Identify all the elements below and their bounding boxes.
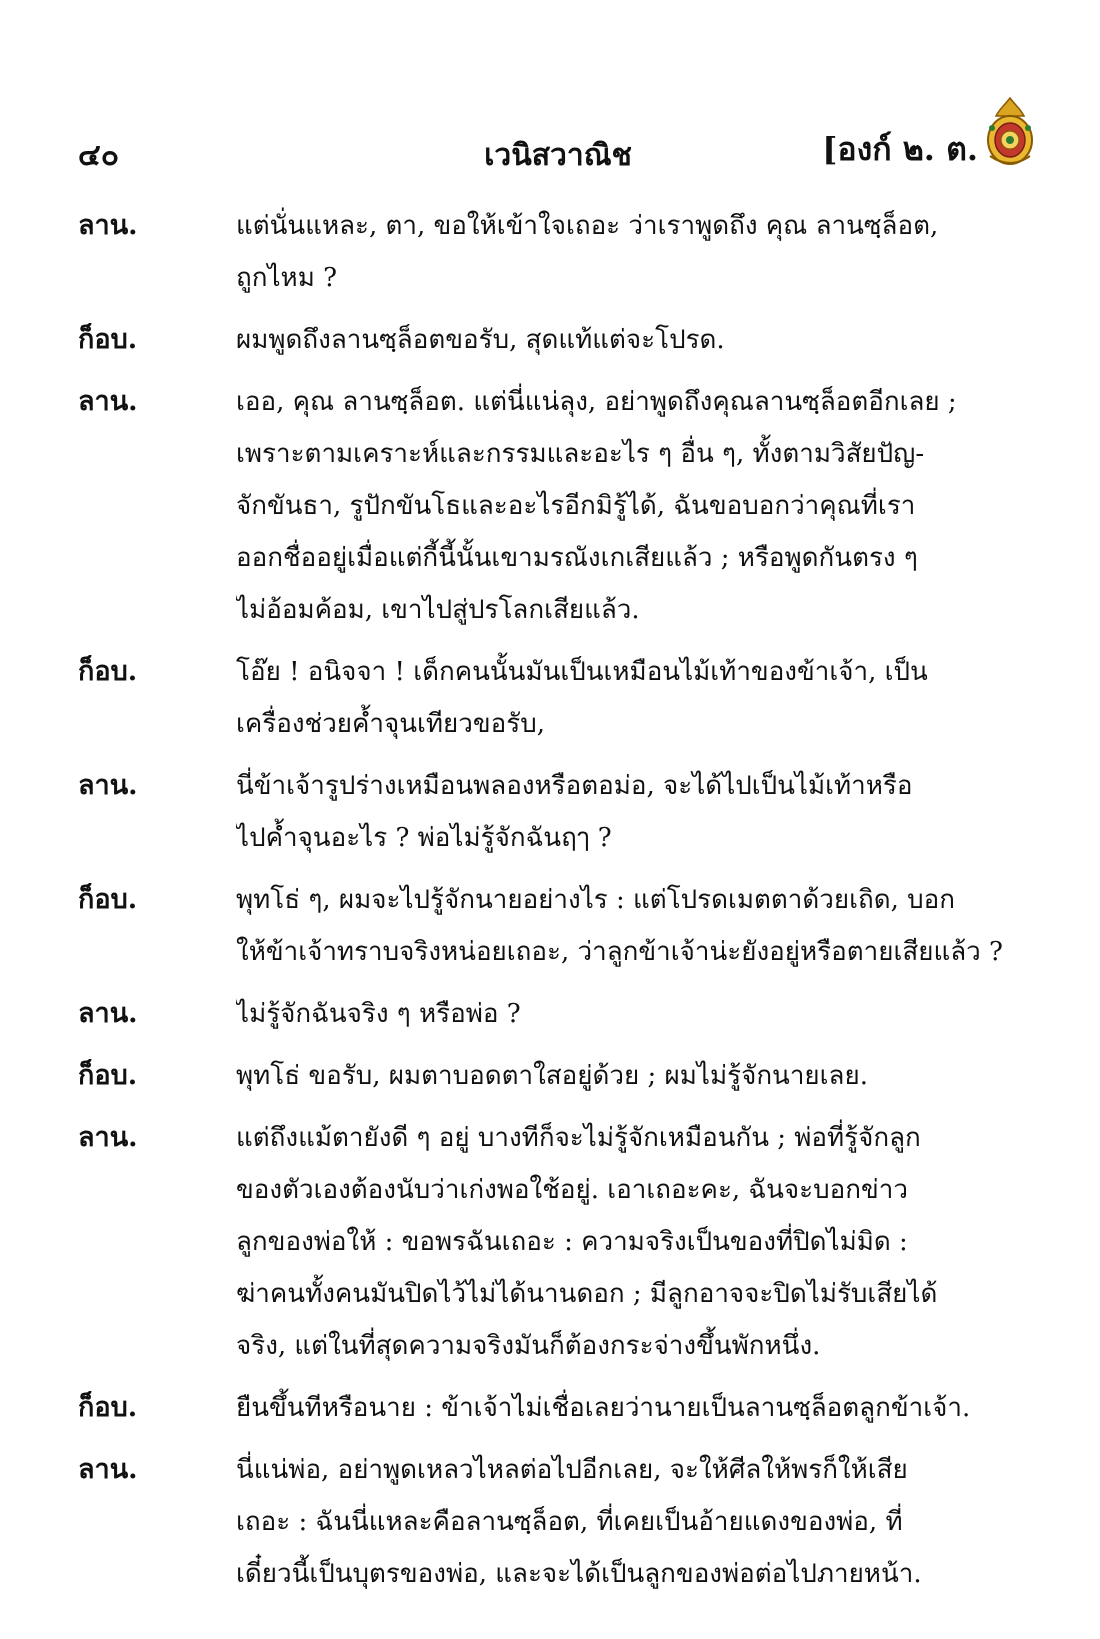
speaker-label: ลาน. bbox=[78, 210, 138, 241]
speech-line: ลูกของพ่อให้ : ขอพรฉันเถอะ : ความจริงเป็นของที่ปิดไม่มิด : bbox=[236, 1227, 908, 1257]
speech-line: ออกชื่ออยู่เมื่อแต่กี้นี้นั้นเขามรณังเกเสียแล้ว ; หรือพูดกันตรง ๆ bbox=[236, 543, 918, 573]
dialogue-entry bbox=[78, 874, 1038, 978]
speech-text bbox=[236, 1112, 1038, 1372]
speech-text bbox=[236, 988, 1038, 1040]
speech-line: แต่นั่นแหละ, ตา, ขอให้เข้าใจเถอะ ว่าเราพูดถึง คุณ ลานซฺล็อต, bbox=[236, 211, 939, 241]
speech-text bbox=[236, 1382, 1038, 1434]
speech-line: ไม่อ้อมค้อม, เขาไปสู่ปรโลกเสียแล้ว. bbox=[236, 595, 640, 625]
running-title: เวนิสวาณิช bbox=[484, 138, 632, 173]
dialogue-entry bbox=[78, 646, 1038, 750]
speech-line: พุทโธ่ ๆ, ผมจะไปรู้จักนายอย่างไร : แต่โปรดเมตตาด้วยเถิด, บอก bbox=[236, 885, 956, 915]
speech-line: เครื่องช่วยค้ำจุนเทียวขอรับ, bbox=[236, 709, 546, 739]
page-number: ๔๐ bbox=[78, 138, 120, 173]
speech-line: เดี๋ยวนี้เป็นบุตรของพ่อ, และจะได้เป็นลูกของพ่อต่อไปภายหน้า. bbox=[236, 1559, 922, 1589]
emblem-logo-icon bbox=[982, 96, 1038, 168]
dialogue-entry bbox=[78, 314, 1038, 366]
speaker-label: ลาน. bbox=[78, 770, 138, 801]
speaker-label: ก็อบ. bbox=[78, 656, 138, 687]
speaker-label: ก็อบ. bbox=[78, 324, 138, 355]
speech-line: นี่ข้าเจ้ารูปร่างเหมือนพลองหรือตอม่อ, จะได้ไปเป็นไม้เท้าหรือ bbox=[236, 771, 913, 801]
speech-line: ให้ข้าเจ้าทราบจริงหน่อยเถอะ, ว่าลูกข้าเจ้าน่ะยังอยู่หรือตายเสียแล้ว ? bbox=[236, 937, 1003, 967]
speaker-label: ลาน. bbox=[78, 1454, 138, 1485]
speaker-label: ก็อบ. bbox=[78, 884, 138, 915]
speech-text bbox=[236, 314, 1038, 366]
speech-line: นี่แน่พ่อ, อย่าพูดเหลวไหลต่อไปอีกเลย, จะให้ศีลให้พรก็ให้เสีย bbox=[236, 1455, 908, 1485]
dialogue-body bbox=[78, 200, 1038, 1610]
speech-text bbox=[236, 376, 1038, 636]
dialogue-entry bbox=[78, 1444, 1038, 1600]
speech-line: ยืนขึ้นทีหรือนาย : ข้าเจ้าไม่เชื่อเลยว่านายเป็นลานซฺล็อตลูกข้าเจ้า. bbox=[236, 1393, 971, 1423]
dialogue-entry bbox=[78, 200, 1038, 304]
speech-line: เออ, คุณ ลานซฺล็อต. แต่นี่แน่ลุง, อย่าพูดถึงคุณลานซฺล็อตอีกเลย ; bbox=[236, 387, 957, 417]
section-marker: [องก์ ๒. ต. bbox=[822, 130, 978, 168]
speech-line: ของตัวเองต้องนับว่าเก่งพอใช้อยู่. เอาเถอะคะ, ฉันจะบอกข่าว bbox=[236, 1175, 908, 1205]
speaker-label: ก็อบ. bbox=[78, 1392, 138, 1423]
speaker-label: ลาน. bbox=[78, 998, 138, 1029]
speech-line: จักขันธา, รูปักขันโธและอะไรอีกมิรู้ได้, ฉันขอบอกว่าคุณที่เรา bbox=[236, 491, 916, 521]
speech-text bbox=[236, 1050, 1038, 1102]
speech-line: พุทโธ่ ขอรับ, ผมตาบอดตาใสอยู่ด้วย ; ผมไม่รู้จักนายเลย. bbox=[236, 1061, 868, 1091]
speech-line: ถูกไหม ? bbox=[236, 263, 338, 293]
speech-line: แต่ถึงแม้ตายังดี ๆ อยู่ บางทีก็จะไม่รู้จักเหมือนกัน ; พ่อที่รู้จักลูก bbox=[236, 1123, 921, 1153]
speech-line: จริง, แต่ในที่สุดความจริงมันก็ต้องกระจ่างขึ้นพักหนึ่ง. bbox=[236, 1331, 821, 1361]
dialogue-entry bbox=[78, 376, 1038, 636]
page-header bbox=[78, 110, 1038, 180]
speech-line: เพราะตามเคราะห์และกรรมและอะไร ๆ อื่น ๆ, ทั้งตามวิสัยปัญ- bbox=[236, 439, 925, 469]
speech-text bbox=[236, 200, 1038, 304]
speech-text bbox=[236, 646, 1038, 750]
speech-line: ฆ่าคนทั้งคนมันปิดไว้ไม่ได้นานดอก ; มีลูกอาจจะปิดไม่รับเสียได้ bbox=[236, 1279, 938, 1309]
speech-line: ผมพูดถึงลานซฺล็อตขอรับ, สุดแท้แต่จะโปรด. bbox=[236, 325, 725, 355]
speech-text bbox=[236, 874, 1038, 978]
dialogue-entry bbox=[78, 1050, 1038, 1102]
dialogue-entry bbox=[78, 760, 1038, 864]
dialogue-entry bbox=[78, 1112, 1038, 1372]
speaker-label: ลาน. bbox=[78, 1122, 138, 1153]
speaker-label: ก็อบ. bbox=[78, 1060, 138, 1091]
dialogue-entry bbox=[78, 988, 1038, 1040]
dialogue-entry bbox=[78, 1382, 1038, 1434]
speech-line: เถอะ : ฉันนี่แหละคือลานซฺล็อต, ที่เคยเป็นอ้ายแดงของพ่อ, ที่ bbox=[236, 1507, 903, 1537]
speech-line: ไปค้ำจุนอะไร ? พ่อไม่รู้จักฉันฤๅ ? bbox=[236, 823, 612, 853]
speech-line: ไม่รู้จักฉันจริง ๆ หรือพ่อ ? bbox=[236, 999, 521, 1029]
speech-text bbox=[236, 760, 1038, 864]
speaker-label: ลาน. bbox=[78, 386, 138, 417]
speech-line: โอ๊ย ! อนิจจา ! เด็กคนนั้นมันเป็นเหมือนไม้เท้าของข้าเจ้า, เป็น bbox=[236, 657, 928, 687]
speech-text bbox=[236, 1444, 1038, 1600]
